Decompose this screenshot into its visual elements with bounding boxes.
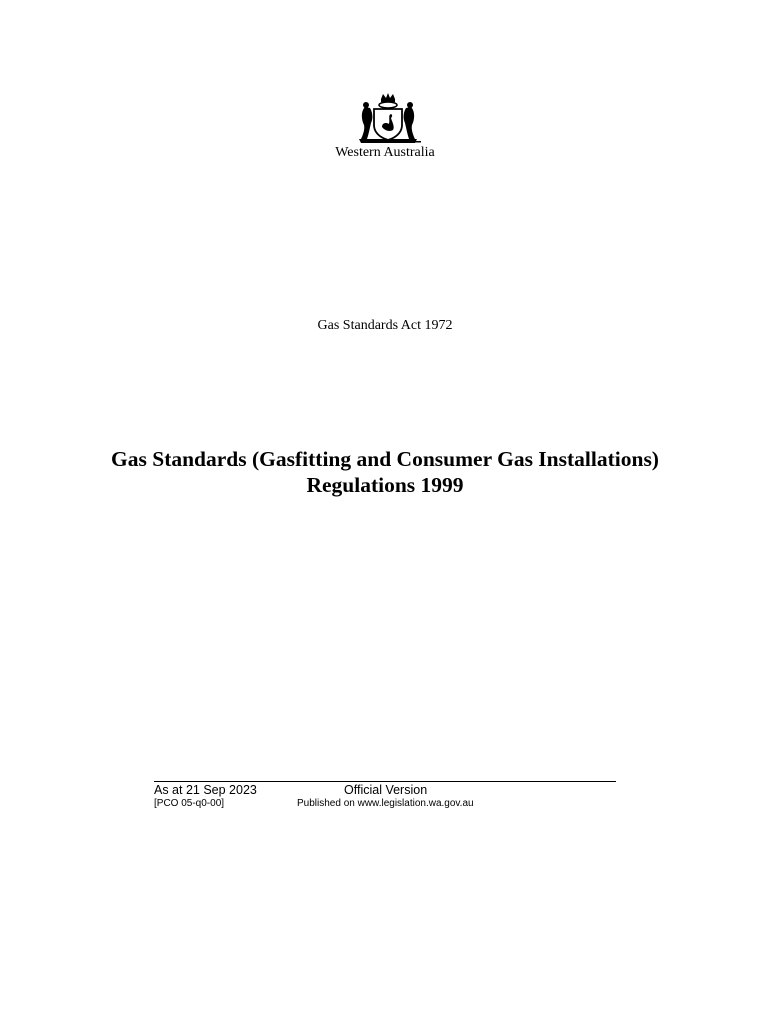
document-title: Gas Standards (Gasfitting and Consumer Gas Installations) Regulations 1999	[111, 447, 659, 497]
coat-of-arms-icon	[355, 93, 421, 145]
as-at-date: As at 21 Sep 2023	[154, 783, 257, 797]
footer-divider	[154, 781, 616, 782]
act-name: Gas Standards Act 1972	[317, 318, 453, 333]
jurisdiction-label: Western Australia	[335, 145, 435, 160]
version-label: Official Version	[344, 783, 428, 797]
document-code: [PCO 05-q0-00]	[154, 798, 225, 809]
published-notice: Published on www.legislation.wa.gov.au	[297, 798, 474, 809]
